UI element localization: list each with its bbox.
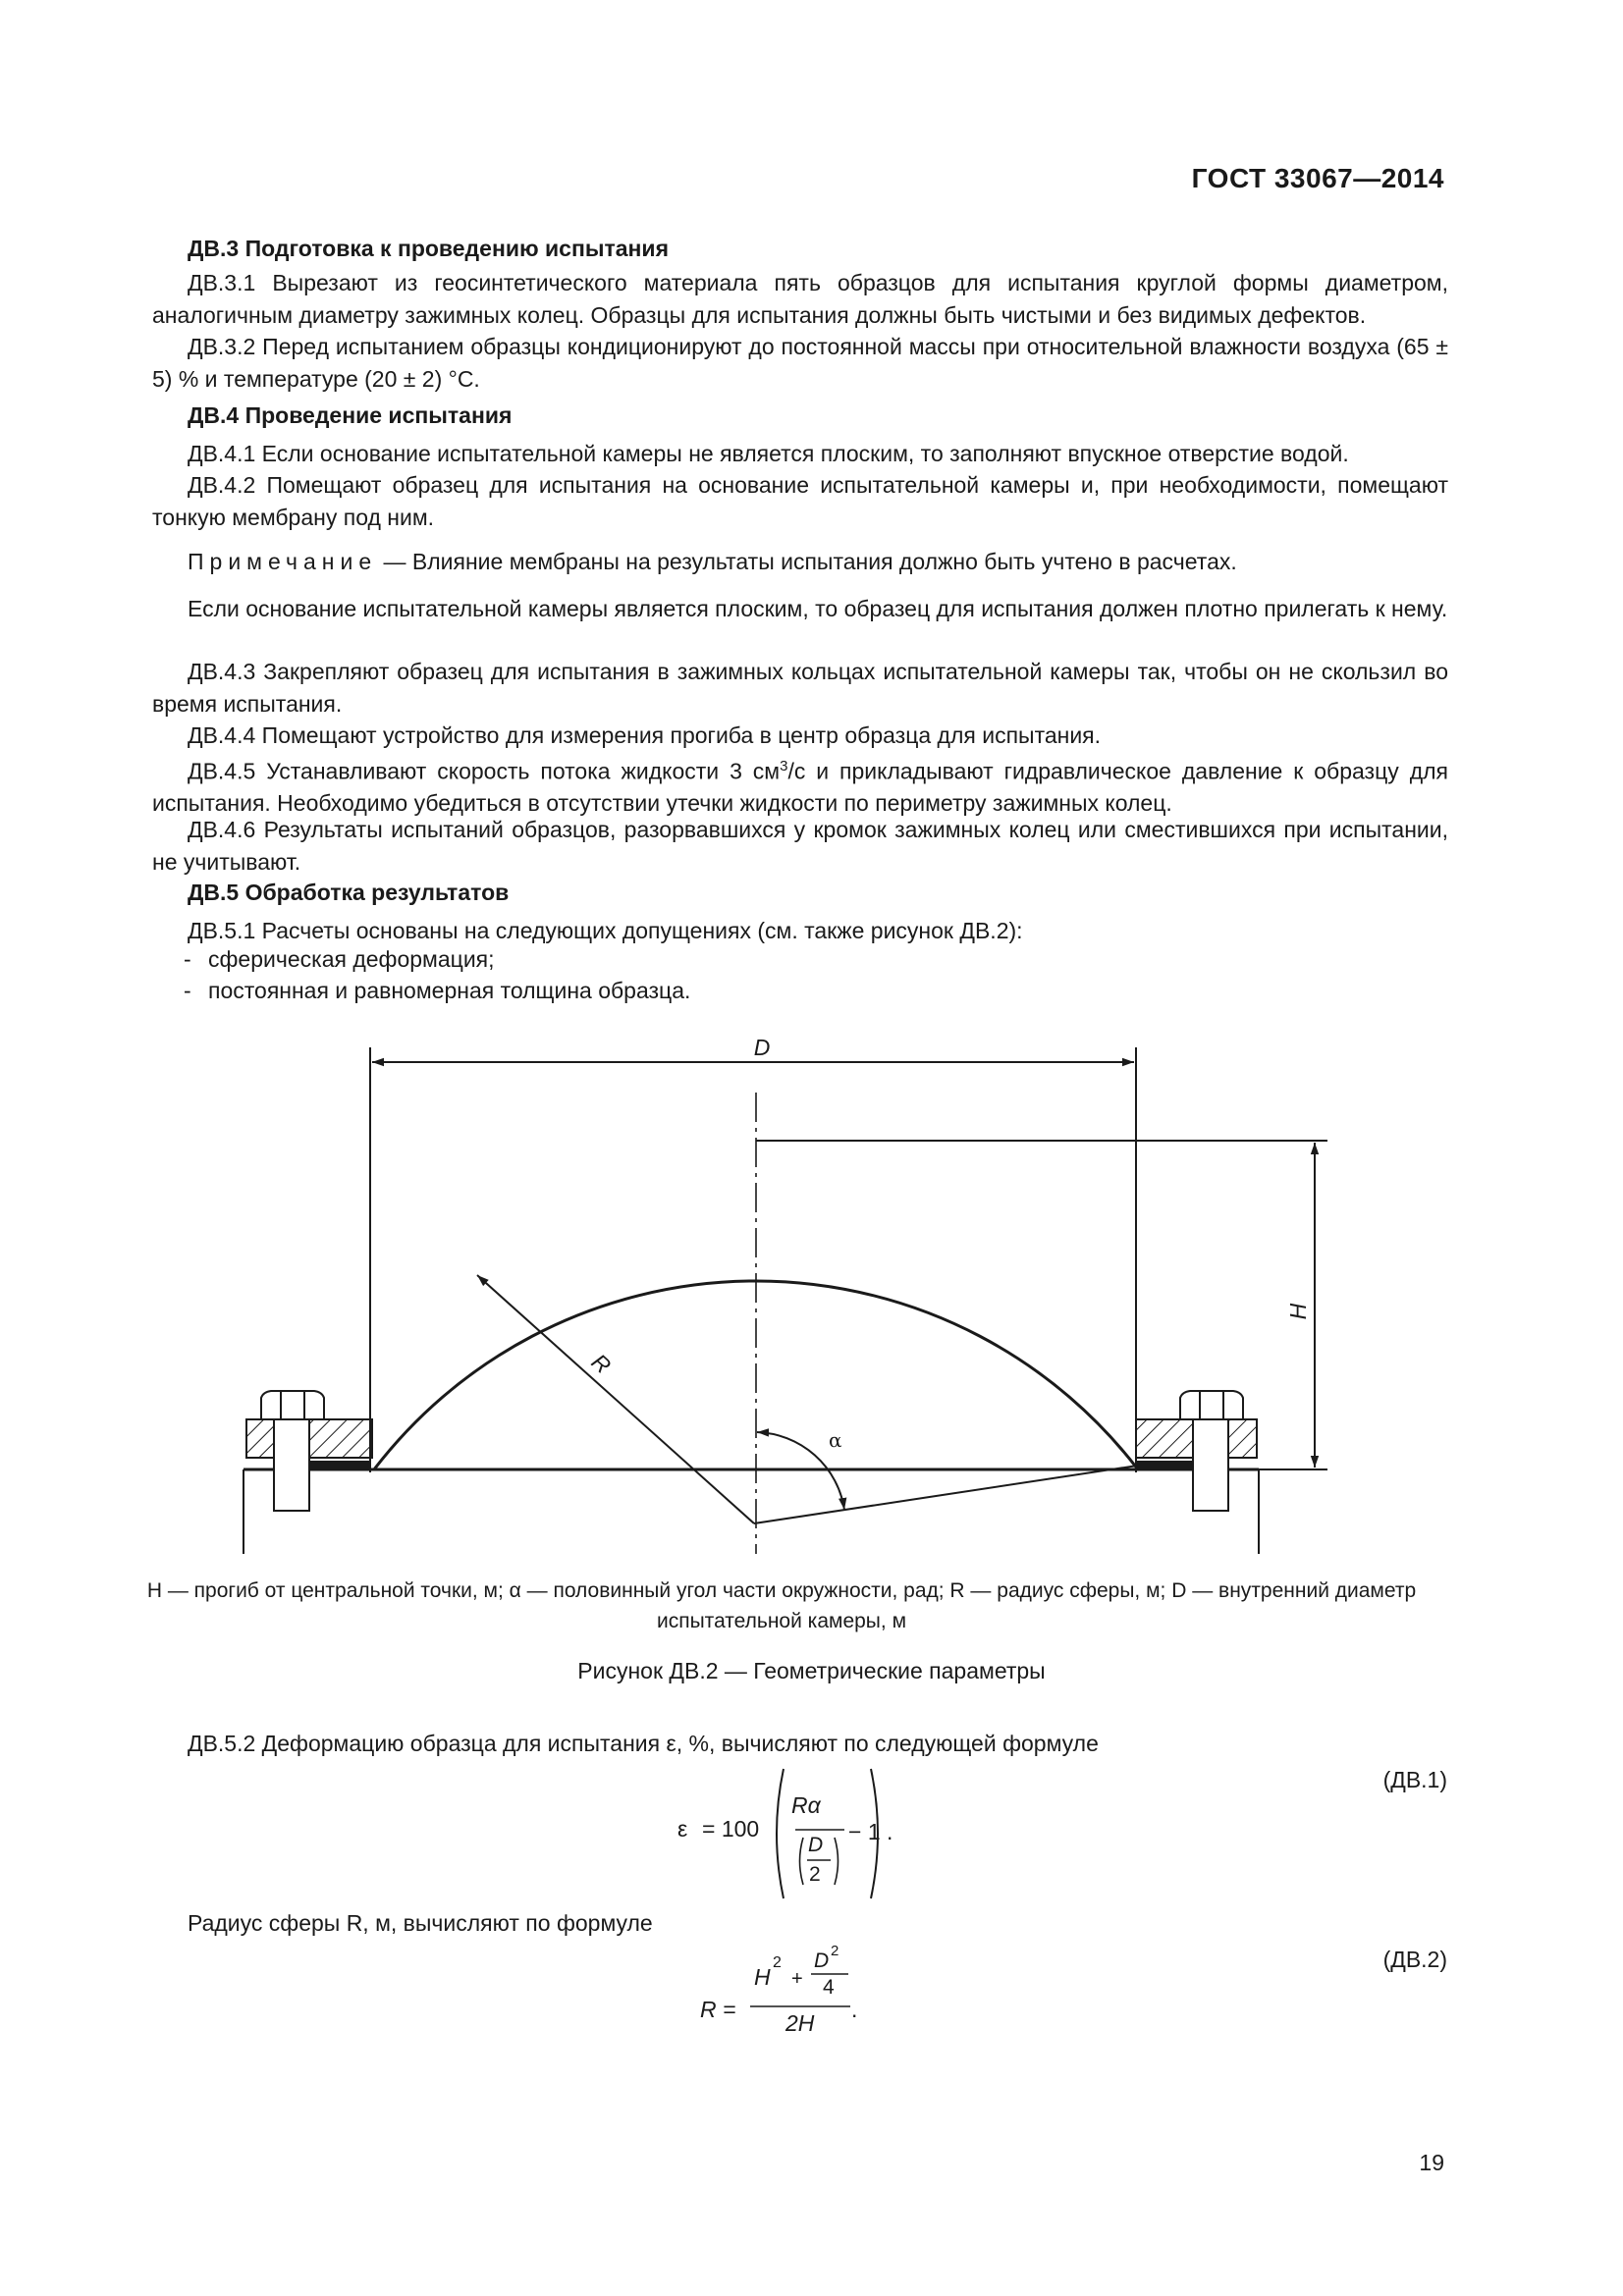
label-alpha: α	[829, 1428, 842, 1452]
paragraph-db4-5: ДВ.4.4 Помещают устройство для измерения прогиба в центр образца для испытания.	[188, 722, 1102, 748]
equation-number-1: (ДВ.1)	[1382, 1767, 1447, 1792]
paragraph-db5-1: ДВ.5.1 Расчеты основаны на следующих допущениях (см. также рисунок ДВ.2):	[188, 918, 1023, 943]
section-title-db4: ДВ.4 Проведение испытания	[188, 402, 513, 428]
section-title-db3: ДВ.3 Подготовка к проведению испытания	[188, 236, 669, 261]
paragraph-db4-4: ДВ.4.3 Закрепляют образец для испытания в зажимных кольцах испытательной камеры так, чтобы он не скользил во время испытания.	[152, 659, 1448, 717]
membrane-right	[1137, 1461, 1198, 1469]
formula-2: R = H 2 + D 2 4 2H .	[0, 0, 1623, 1]
figure-title: Рисунок ДВ.2 — Геометрические параметры	[577, 1658, 1046, 1683]
angle-ray	[754, 1465, 1144, 1523]
bolt-left	[274, 1419, 309, 1511]
paragraph-db4-6: ДВ.4.5 Устанавливают скорость потока жидкости 3 $см^3/с$ и прикладывают гидравлическое давление к образцу для испытания. Необходимо убедиться в отсутствии утечки жидкости по периметру зажимных колец.	[152, 758, 1448, 817]
page-number: 19	[1419, 2150, 1444, 2175]
geometry-figure	[0, 1011, 1623, 1571]
note	[152, 546, 1448, 578]
label-r: R	[586, 1348, 617, 1379]
paragraph-db4-3: Если основание испытательной камеры является плоским, то образец для испытания должен плотно прилегать к нему.	[188, 596, 1448, 621]
formula-2-fraction-bars	[746, 1953, 864, 2012]
figure-caption: H — прогиб от центральной точки, м; α — половинный угол части окружности, рад; R — радиус сферы, м; D — внутренний диаметр испытательной камеры, м	[146, 1579, 1417, 1632]
section-title-db5: ДВ.5 Обработка результатов	[188, 880, 510, 905]
paragraph-db3-2: ДВ.3.2 Перед испытанием образцы кондиционируют до постоянной массы при относительной влажности воздуха (65 ± 5) % и температуре (20 ± 2) °С.	[152, 334, 1448, 392]
equation-number-2: (ДВ.2)	[1382, 1947, 1447, 1972]
note-label: Примечание	[188, 549, 378, 574]
paragraph-db3-1: ДВ.3.1 Вырезают из геосинтетического материала пять образцов для испытания круглой формы диаметром, аналогичным диаметру зажимных колец. Образцы для испытания должны быть чистыми и без видимых дефектов.	[152, 270, 1448, 328]
document-code: ГОСТ 33067—2014	[1191, 163, 1444, 193]
bolt-head-left	[261, 1391, 324, 1419]
paragraph-db4-2: ДВ.4.2 Помещают образец для испытания на основание испытательной камеры и, при необходимости, помещают тонкую мембрану под ним.	[152, 472, 1448, 530]
radius-line	[477, 1275, 754, 1523]
paragraph-db4-1: ДВ.4.1 Если основание испытательной камеры не является плоским, то заполняют впускное отверстие водой.	[188, 441, 1349, 466]
note-text: — Влияние мембраны на результаты испытания должно быть учтено в расчетах.	[377, 549, 1237, 574]
label-h: H	[1285, 1303, 1311, 1320]
paragraph-db5-2: ДВ.5.2 Деформацию образца для испытания ε, %, вычисляют по следующей формуле	[188, 1731, 1099, 1756]
bolt-right	[1193, 1419, 1228, 1511]
paragraph-radius: Радиус сферы R, м, вычисляют по формуле	[188, 1910, 653, 1936]
paragraph-db4-7: ДВ.4.6 Результаты испытаний образцов, разорвавшихся у кромок зажимных колец или сместившихся при испытании, не учитывают.	[152, 817, 1448, 875]
bolt-head-right	[1180, 1391, 1243, 1419]
label-d: D	[753, 1035, 771, 1060]
membrane-left	[302, 1461, 371, 1469]
formula-1: ε = 100 Rα D 2 − 1 .	[0, 0, 1623, 1]
